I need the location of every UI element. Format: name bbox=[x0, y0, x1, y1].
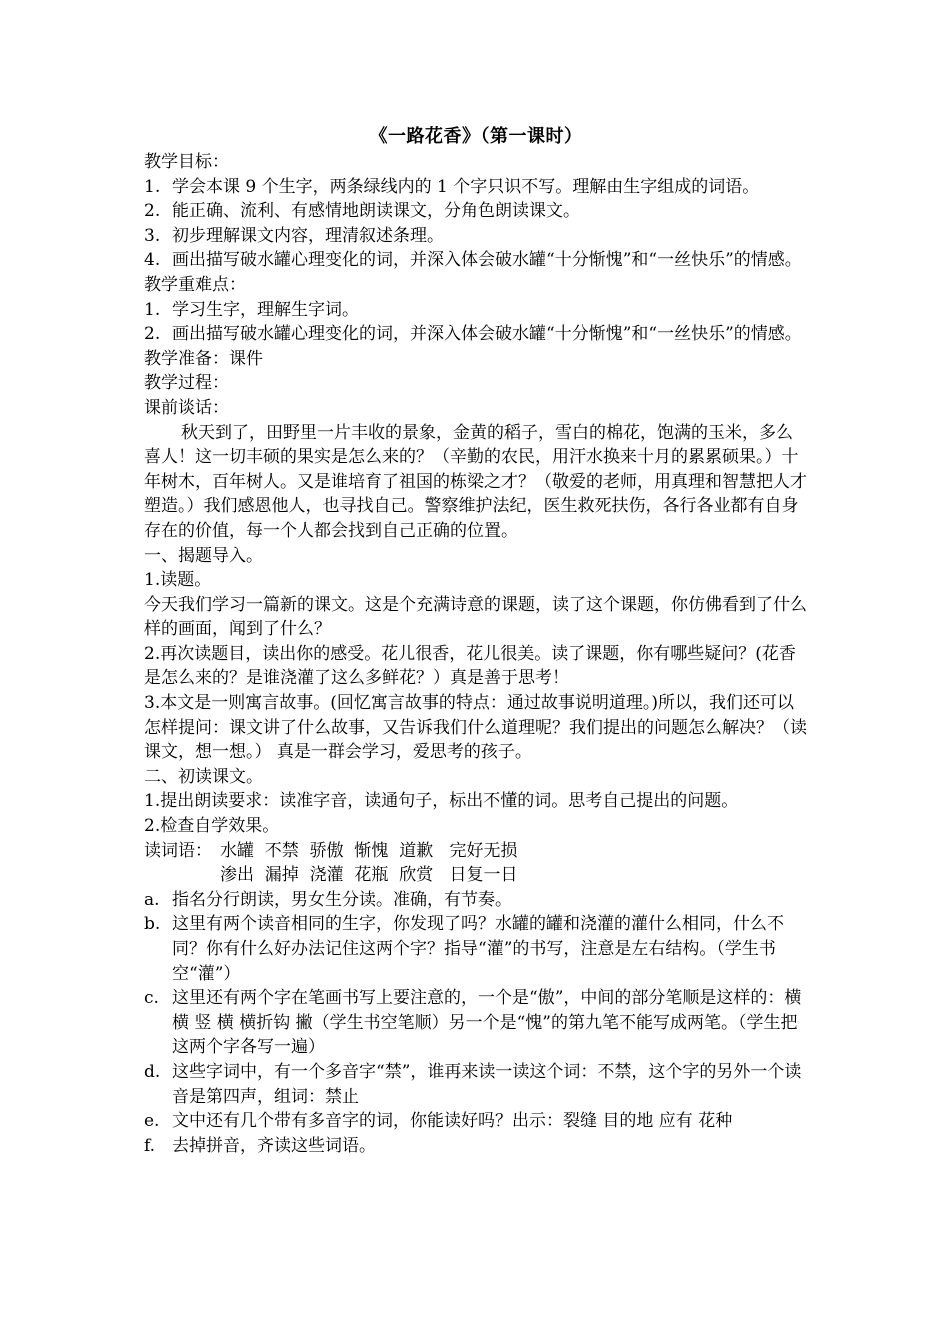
step-item bbox=[144, 888, 808, 913]
section1-step2: 2.再次读题目，读出你的感受。花儿很香，花儿很美。读了课题，你有哪些疑问？(花香是怎么来的？是谁浇灌了这么多鲜花？）真是善于思考！ bbox=[144, 643, 796, 689]
page-title: 《一路花香》（第一课时） bbox=[369, 126, 583, 147]
step-item bbox=[144, 1109, 808, 1134]
document-page bbox=[144, 125, 808, 1158]
goal-item bbox=[144, 175, 808, 200]
step-item bbox=[144, 1060, 808, 1109]
step-letter: f. bbox=[144, 1135, 156, 1156]
step-text: 文中还有几个带有多音字的词，你能读好吗？出示：裂缝 目的地 应有 花种 bbox=[172, 1111, 733, 1132]
keypoint-item bbox=[144, 322, 808, 347]
section1-heading: 一、揭题导入。 bbox=[144, 545, 263, 566]
step-item bbox=[144, 912, 808, 986]
goal-text: 初步理解课文内容，理清叙述条理。 bbox=[172, 225, 444, 246]
goal-item bbox=[144, 199, 808, 224]
prep-line: 教学准备：课件 bbox=[144, 348, 263, 369]
process-heading: 教学过程： bbox=[144, 373, 229, 394]
section2-step1: 1.提出朗读要求：读准字音，读通句子，标出不懂的词。思考自己提出的问题。 bbox=[144, 791, 739, 812]
goal-number: 2. bbox=[144, 201, 161, 222]
step-text: 指名分行朗读，男女生分读。准确，有节奏。 bbox=[172, 889, 512, 910]
keypoints-heading: 教学重难点： bbox=[144, 274, 246, 295]
step-text: 去掉拼音，齐读这些词语。 bbox=[172, 1135, 376, 1156]
keypoint-text: 学习生字，理解生字词。 bbox=[172, 299, 359, 320]
goal-text: 学会本课 9 个生字，两条绿线内的 1 个字只识不写。理解由生字组成的词语。 bbox=[172, 176, 760, 197]
goal-item bbox=[144, 224, 808, 249]
keypoint-item bbox=[144, 298, 808, 323]
goals-heading: 教学目标： bbox=[144, 152, 229, 172]
pretalk-heading: 课前谈话： bbox=[144, 397, 229, 418]
goal-text: 能正确、流利、有感情地朗读课文，分角色朗读课文。 bbox=[172, 201, 580, 222]
step-letter: d. bbox=[144, 1061, 161, 1082]
section1-step1: 1.读题。 bbox=[144, 570, 212, 591]
vocab-row: 水罐 不禁 骄傲 惭愧 道歉 完好无损 bbox=[220, 840, 518, 861]
vocab-label: 读词语： bbox=[144, 840, 212, 861]
section2-step2: 2.检查自学效果。 bbox=[144, 816, 280, 837]
pretalk-paragraph: 秋天到了，田野里一片丰收的景象，金黄的稻子，雪白的棉花，饱满的玉米，多么喜人！这一切丰硕的果实是怎么来的？（辛勤的农民，用汗水换来十月的累累硕果。）十年树木，百年树人。又是谁培育了祖国的栋梁之才？（敬爱的老师，用真理和智慧把人才塑造。）我们感恩他人，也寻找自己。警察维护法纪，医生救死扶伤，各行各业都有自身存在的价值，每一个人都会找到自己正确的位置。 bbox=[144, 422, 807, 541]
vocab-block bbox=[144, 839, 808, 888]
goal-number: 3. bbox=[144, 225, 161, 246]
step-letter: b. bbox=[144, 914, 161, 935]
section1-step3: 3.本文是一则寓言故事。(回忆寓言故事的特点：通过故事说明道理。)所以，我们还可以怎样提问：课文讲了什么故事，又告诉我们什么道理呢？我们提出的问题怎么解决？（读课文，想一想。） 真是一群会学习，爱思考的孩子。 bbox=[144, 693, 807, 763]
step-text: 这里有两个读音相同的生字，你发现了吗？水罐的罐和浇灌的灌什么相同，什么不同？你有什么好办法记住这两个字？指导“灌”的书写，注意是左右结构。（学生书空“灌”） bbox=[172, 914, 784, 984]
keypoint-number: 1. bbox=[144, 299, 161, 320]
section2-heading: 二、初读课文。 bbox=[144, 766, 263, 787]
step-letter: e. bbox=[144, 1111, 160, 1132]
step-letter: c. bbox=[144, 988, 159, 1009]
keypoint-text: 画出描写破水罐心理变化的词，并深入体会破水罐“十分惭愧”和“一丝快乐”的情感。 bbox=[172, 324, 802, 345]
goal-number: 1. bbox=[144, 176, 161, 197]
goal-text: 画出描写破水罐心理变化的词，并深入体会破水罐“十分惭愧”和“一丝快乐”的情感。 bbox=[172, 250, 802, 271]
section1-step1-text: 今天我们学习一篇新的课文。这是个充满诗意的课题，读了这个课题，你仿佛看到了什么样的画面，闻到了什么？ bbox=[144, 594, 807, 640]
step-item bbox=[144, 986, 808, 1060]
step-text: 这里还有两个字在笔画书写上要注意的，一个是“傲”，中间的部分笔顺是这样的：横 横 竖 横 横折钩 撇（学生书空笔顺）另一个是“愧”的第九笔不能写成两笔。（学生把这两个字各写一遍） bbox=[172, 988, 802, 1058]
step-text: 这些字词中，有一个多音字“禁”，谁再来读一读这个词：不禁，这个字的另外一个读音是第四声，组词：禁止 bbox=[172, 1061, 802, 1107]
step-letter: a. bbox=[144, 889, 160, 910]
keypoint-number: 2. bbox=[144, 324, 161, 345]
goal-number: 4. bbox=[144, 250, 161, 271]
goal-item bbox=[144, 248, 808, 273]
step-item bbox=[144, 1134, 808, 1159]
vocab-row: 渗出 漏掉 浇灌 花瓶 欣赏 日复一日 bbox=[220, 865, 518, 886]
